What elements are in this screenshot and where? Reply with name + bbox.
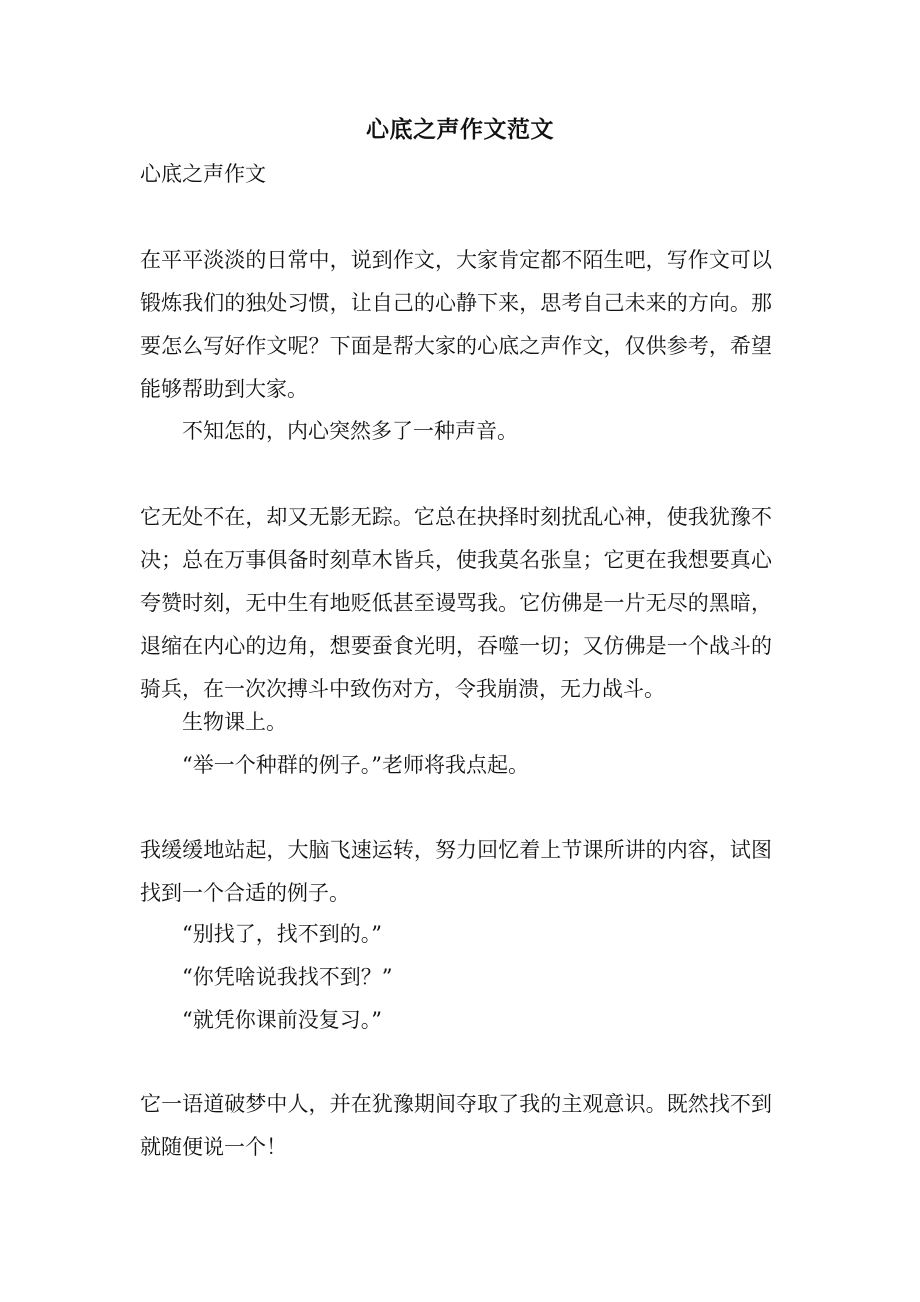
paragraph-teacher-question: “举一个种群的例子。”老师将我点起。	[182, 753, 529, 777]
paragraph-dialogue-3: “就凭你课前没复习。”	[182, 1008, 382, 1032]
paragraph-conclusion: 它一语道破梦中人，并在犹豫期间夺取了我的主观意识。既然找不到就随便说一个！	[140, 1092, 772, 1159]
document-title: 心底之声作文范文	[366, 116, 554, 143]
paragraph-biology-class: 生物课上。	[182, 710, 287, 734]
paragraph-dialogue-2: “你凭啥说我找不到？”	[182, 965, 393, 989]
document-subtitle: 心底之声作文	[140, 162, 266, 186]
paragraph-voice-description: 它无处不在，却又无影无踪。它总在抉择时刻扰乱心神，使我犹豫不决；总在万事俱备时刻草木皆兵，使我莫名张皇；它更在我想要真心夸赞时刻，无中生有地贬低甚至谩骂我。它仿佛是一片无尽的黑暗，退缩在内心的边角，想要蚕食光明，吞噬一切；又仿佛是一个战斗的骑兵，在一次次搏斗中致伤对方，令我崩溃，无力战斗。	[140, 505, 772, 701]
paragraph-standing-up: 我缓缓地站起，大脑飞速运转，努力回忆着上节课所讲的内容，试图找到一个合适的例子。	[140, 838, 772, 905]
paragraph-sudden-voice: 不知怎的，内心突然多了一种声音。	[182, 419, 518, 443]
paragraph-intro: 在平平淡淡的日常中，说到作文，大家肯定都不陌生吧，写作文可以锻炼我们的独处习惯，让自己的心静下来，思考自己未来的方向。那要怎么写好作文呢？下面是帮大家的心底之声作文，仅供参考，希望能够帮助到大家。	[140, 248, 772, 401]
paragraph-dialogue-1: “别找了，找不到的。”	[182, 922, 382, 946]
